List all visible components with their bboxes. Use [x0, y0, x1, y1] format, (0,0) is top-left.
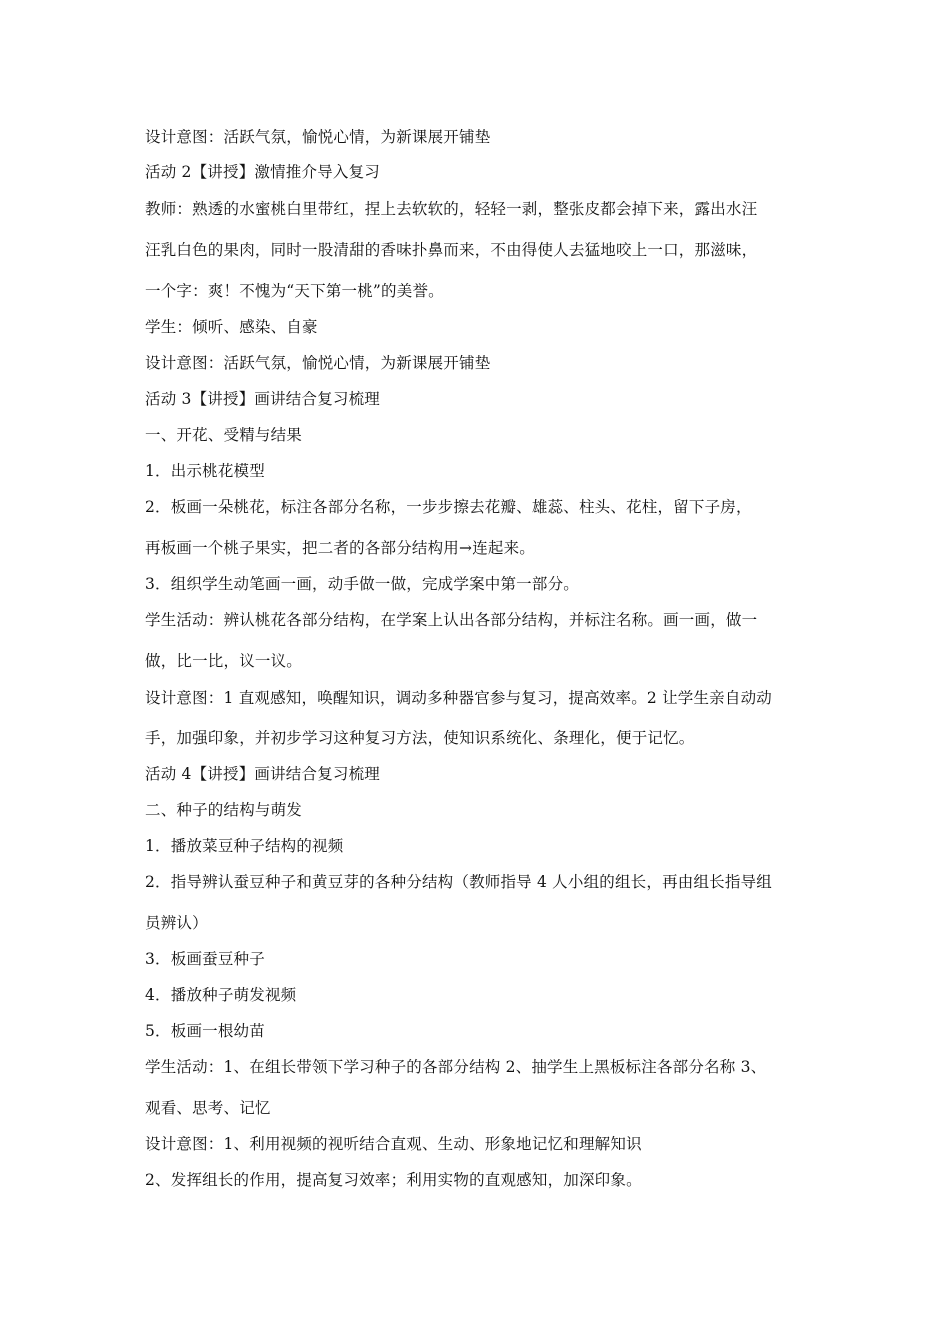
- section-1-heading: 一、开花、受精与结果: [145, 426, 303, 444]
- student-line: 学生：倾听、感染、自豪: [145, 318, 318, 336]
- list-item: 1．播放菜豆种子结构的视频: [145, 837, 344, 855]
- list-item: 3．板画蚕豆种子: [145, 950, 265, 968]
- student-activity-line-2: 观看、思考、记忆: [145, 1099, 271, 1117]
- activity-4-heading: 活动 4【讲授】画讲结合复习梳理: [145, 765, 380, 783]
- list-item: 3．组织学生动笔画一画，动手做一做，完成学案中第一部分。: [145, 575, 579, 593]
- student-activity-line-2: 做，比一比，议一议。: [145, 652, 303, 670]
- design-intent-line-1: 设计意图：1 直观感知，唤醒知识，调动多种器官参与复习，提高效率。2 让学生亲自动动: [145, 689, 772, 707]
- list-item: 4．播放种子萌发视频: [145, 986, 297, 1004]
- activity-3-heading: 活动 3【讲授】画讲结合复习梳理: [145, 390, 380, 408]
- list-item: 5．板画一根幼苗: [145, 1022, 265, 1040]
- list-item: 2．板画一朵桃花，标注各部分名称，一步步擦去花瓣、雄蕊、柱头、花柱，留下子房，: [145, 498, 752, 516]
- student-activity-line-1: 学生活动：1、在组长带领下学习种子的各部分结构 2、抽学生上黑板标注各部分名称 3、: [145, 1058, 767, 1076]
- teacher-paragraph-line-2: 汪乳白色的果肉，同时一股清甜的香味扑鼻而来，不由得使人去猛地咬上一口，那滋味，: [145, 241, 758, 259]
- list-item-continuation: 员辨认）: [145, 914, 208, 932]
- section-2-heading: 二、种子的结构与萌发: [145, 801, 303, 819]
- teacher-paragraph-line-3: 一个字：爽！不愧为“天下第一桃”的美誉。: [145, 282, 444, 300]
- design-intent-line: 设计意图：活跃气氛，愉悦心情，为新课展开铺垫: [145, 128, 491, 146]
- list-item-continuation: 再板画一个桃子果实，把二者的各部分结构用→连起来。: [145, 539, 535, 557]
- activity-2-heading: 活动 2【讲授】激情推介导入复习: [145, 163, 380, 181]
- design-intent-line-2: 2、发挥组长的作用，提高复习效率；利用实物的直观感知，加深印象。: [145, 1171, 642, 1189]
- teacher-paragraph-line-1: 教师：熟透的水蜜桃白里带红，捏上去软软的，轻轻一剥，整张皮都会掉下来，露出水汪: [145, 200, 758, 218]
- list-item: 1．出示桃花模型: [145, 462, 265, 480]
- design-intent-line-1: 设计意图：1、利用视频的视听结合直观、生动、形象地记忆和理解知识: [145, 1135, 642, 1153]
- design-intent-line-2: 手，加强印象，并初步学习这种复习方法，使知识系统化、条理化，便于记忆。: [145, 729, 695, 747]
- design-intent-line: 设计意图：活跃气氛，愉悦心情，为新课展开铺垫: [145, 354, 491, 372]
- student-activity-line-1: 学生活动：辨认桃花各部分结构，在学案上认出各部分结构，并标注名称。画一画，做一: [145, 611, 758, 629]
- list-item: 2．指导辨认蚕豆种子和黄豆芽的各种分结构（教师指导 4 人小组的组长，再由组长指导组: [145, 873, 772, 891]
